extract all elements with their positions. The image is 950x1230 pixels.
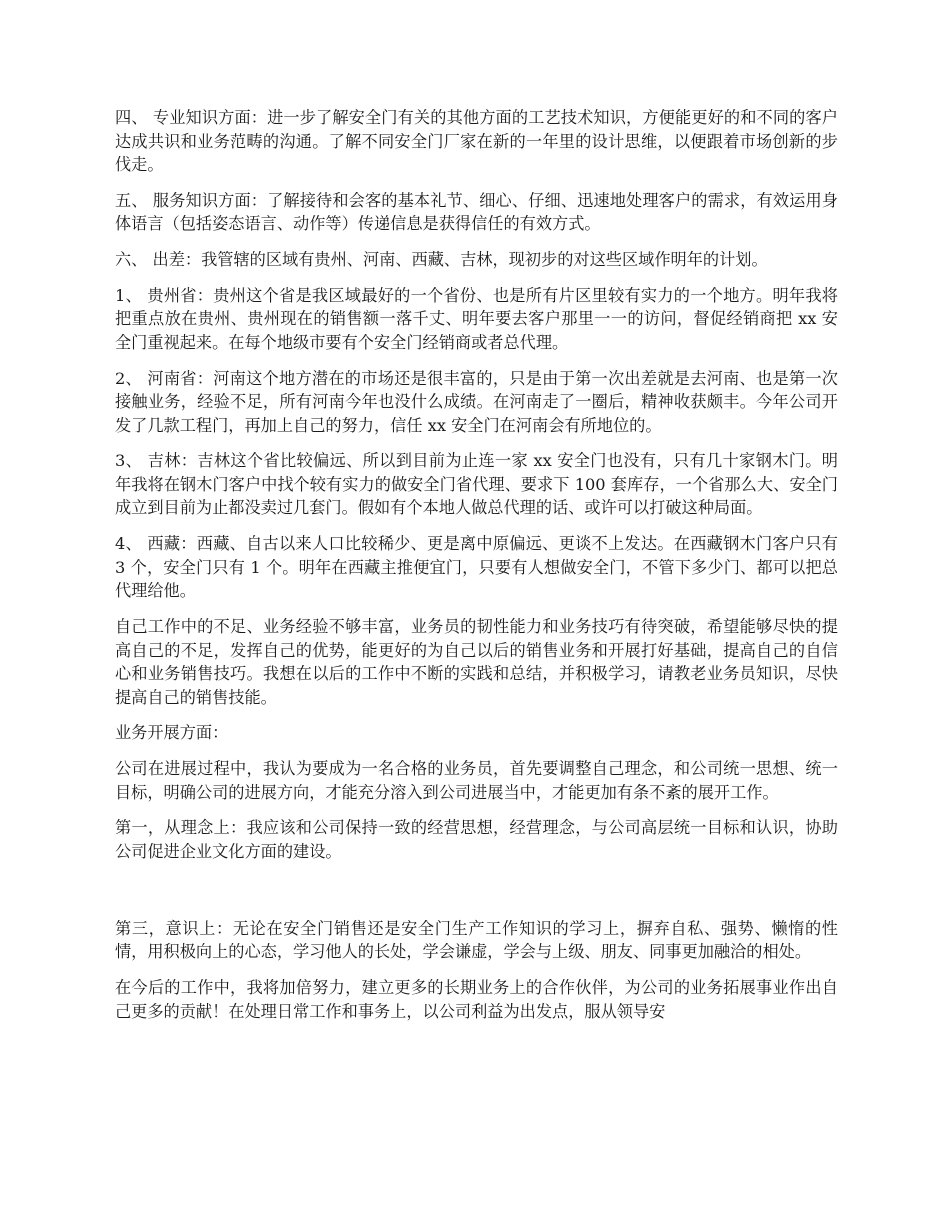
- paragraph-service-knowledge: 五、 服务知识方面：了解接待和会客的基本礼节、细心、仔细、迅速地处理客户的需求，有效运用身体语言（包括姿态语言、动作等）传递信息是获得信任的有效方式。: [115, 190, 838, 234]
- paragraph-henan: 2、 河南省：河南这个地方潜在的市场还是很丰富的，只是由于第一次出差就是去河南、也是第一次接触业务，经验不足，所有河南今年也没什么成绩。在河南走了一圈后，精神收获颇丰。今年公司开发了几款工程门，再加上自己的努力，信任 xx 安全门在河南会有所地位的。: [115, 368, 838, 435]
- paragraph-business-heading: 业务开展方面：: [115, 723, 229, 743]
- paragraph-third-awareness: 第三，意识上：无论在安全门销售还是安全门生产工作知识的学习上，摒弃自私、强势、懒惰的性情，用积极向上的心态，学习他人的长处，学会谦虚，学会与上级、朋友、同事更加融洽的相处。: [115, 918, 838, 962]
- paragraph-business-trip: 六、 出差：我管辖的区域有贵州、河南、西藏、吉林，现初步的对这些区域作明年的计划。: [115, 250, 768, 270]
- paragraph-shortcomings: 自己工作中的不足、业务经验不够丰富，业务员的韧性能力和业务技巧有待突破，希望能够尽快的提高自己的不足，发挥自己的优势，能更好的为自己以后的销售业务和开展打好基础，提高自己的自信心和业务销售技巧。我想在以后的工作中不断的实践和总结，并积极学习，请教老业务员知识，尽快提高自己的销售技能。: [115, 617, 838, 707]
- paragraph-company-development: 公司在进展过程中，我认为要成为一名合格的业务员，首先要调整自己理念，和公司统一思想、统一目标，明确公司的进展方向，才能充分溶入到公司进展当中，才能更加有条不紊的展开工作。: [115, 759, 838, 802]
- paragraph-future-work: 在今后的工作中，我将加倍努力，建立更多的长期业务上的合作伙伴，为公司的业务拓展事业作出自己更多的贡献！在处理日常工作和事务上，以公司利益为出发点，服从领导安: [115, 978, 838, 1021]
- blank-gap: [115, 876, 838, 917]
- paragraph-jilin: 3、 吉林：吉林这个省比较偏远、所以到目前为止连一家 xx 安全门也没有，只有几十家钢木门。明年我将在钢木门客户中找个较有实力的做安全门省代理、要求下 100 套库存，一个省那么大、安全门成立到目前为止都没卖过几套门。假如有个本地人做总代理的话、或许可以打破这种局面。: [115, 451, 838, 518]
- paragraph-tibet: 4、 西藏：西藏、自古以来人口比较稀少、更是离中原偏远、更谈不上发达。在西藏钢木门客户只有 3 个，安全门只有 1 个。明年在西藏主推便宜门，只要有人想做安全门，不管下多少门、都可以把总代理给他。: [115, 534, 838, 601]
- paragraph-first-concept: 第一，从理念上：我应该和公司保持一致的经营思想，经营理念，与公司高层统一目标和认识，协助公司促进企业文化方面的建设。: [115, 818, 838, 861]
- paragraph-professional-knowledge: 四、 专业知识方面：进一步了解安全门有关的其他方面的工艺技术知识，方便能更好的和不同的客户达成共识和业务范畴的沟通。了解不同安全门厂家在新的一年里的设计思维，以便跟着市场创新的步伐走。: [115, 108, 838, 174]
- paragraph-guizhou: 1、 贵州省：贵州这个省是我区域最好的一个省份、也是所有片区里较有实力的一个地方。明年我将把重点放在贵州、贵州现在的销售额一落千丈、明年要去客户那里一一的访问，督促经销商把 xx 安全门重视起来。在每个地级市要有个安全门经销商或者总代理。: [115, 285, 838, 352]
